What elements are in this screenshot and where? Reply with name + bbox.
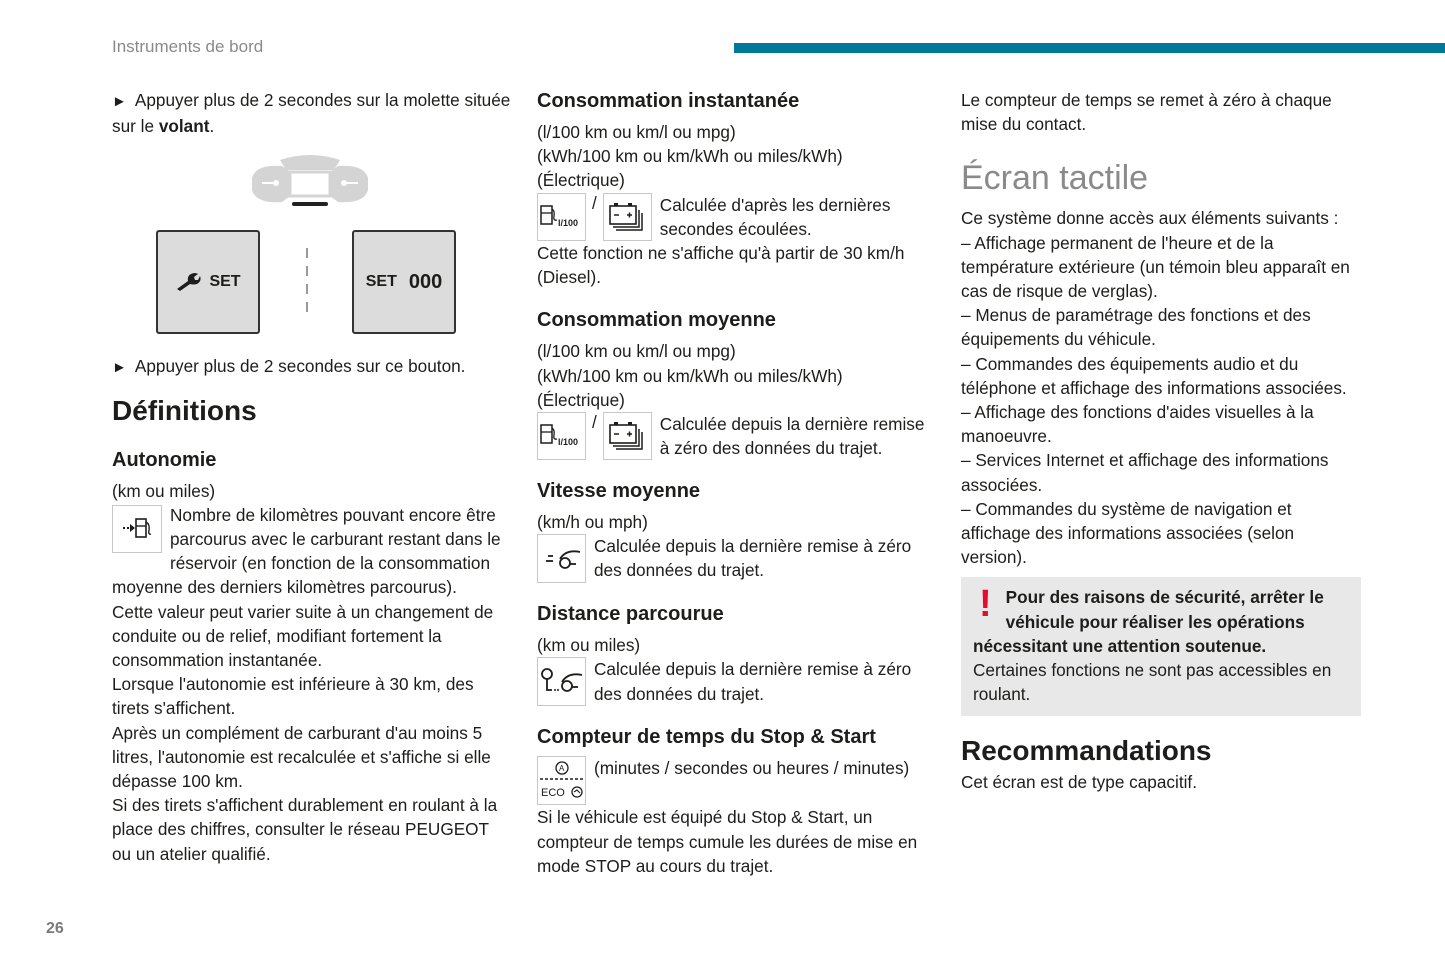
conso-inst-heading: Consommation instantanée: [537, 90, 800, 112]
header-accent-bar: [734, 43, 1445, 53]
set-panel-wrench: SET: [156, 230, 260, 334]
list-item: – Affichage permanent de l'heure et de la température extérieure (un témoin bleu apparaît en cas de risque de verglas).: [961, 232, 1350, 302]
section-conso-instantanee: Consommation instantanée (l/100 km ou km/l ou mpg) (kWh/100 km ou km/kWh ou miles/kWh) (Électrique) l/100 / Calculée d'après les dernières secondes écoulées. Cette fonction ne s'affiche qu'à partir de 30 km/h (Diesel).: [537, 88, 937, 289]
svg-text:l/100: l/100: [558, 217, 579, 228]
conso-moy-heading: Consommation moyenne: [537, 309, 776, 332]
column-1: ► Appuyer plus de 2 secondes sur la molette située sur le volant. SET SET 000 ► Appuyer plus de 2 secondes sur ce bouton. Définitions Autonomie (km ou miles) Nombre de kilomètres pouvant encore être parcourus avec le carburant restant dans le réservoir (en fonction de la consommation moyenne des derniers kilomètres parcourus). Cette valeur peut varier suite à un changement de conduite ou de relief, modifiant fortement la consommation instantanée. Lorsque l'autonomie est inférieure à 30 km, des tirets s'affichent. Après un complément de carburant d'au moins 5 litres, l'autonomie est recalculée et s'affiche si elle dépasse 100 km. Si des tirets s'affichent durablement en roulant à la place des chiffres, consulter le réseau PEUGEOT ou un atelier qualifié.: [112, 90, 511, 864]
autonomie-description: Nombre de kilomètres pouvant encore être parcourus avec le carburant restant dans le réservoir (en fonction de la consommation moyenne des derniers kilomètres parcourus).: [112, 504, 501, 598]
section-distance-parcourue: Distance parcourue (km ou miles) Calculée depuis la dernière remise à zéro des données du trajet.: [537, 601, 937, 706]
svg-text:A: A: [559, 764, 565, 774]
autonomie-unit: (km ou miles): [112, 480, 216, 501]
section-conso-moyenne: Consommation moyenne (l/100 km ou km/l ou mpg) (kWh/100 km ou km/kWh ou miles/kWh) (Électrique) l/100 / Calculée depuis la dernière remise à zéro des données du trajet.: [537, 307, 937, 460]
warning-exclamation-icon: !: [979, 583, 992, 626]
page-number: 26: [46, 920, 64, 937]
list-item: – Affichage des fonctions d'aides visuelles à la manoeuvre.: [961, 402, 1314, 447]
trip-distance-icon: [537, 657, 586, 706]
list-item: – Commandes du système de navigation et affichage des informations associées (selon version).: [961, 498, 1295, 568]
recommandations-text: Cet écran est de type capacitif.: [961, 772, 1197, 793]
safety-warning-box: ! Pour des raisons de sécurité, arrêter le véhicule pour réaliser les opérations nécessitant une attention soutenue. Certaines fonctions ne sont pas accessibles en roulant.: [961, 577, 1361, 716]
dashboard-illustration: [112, 152, 512, 342]
instrument-cluster-icon: [246, 152, 374, 212]
step-2: ► Appuyer plus de 2 secondes sur ce bouton.: [112, 354, 512, 380]
definitions-heading: Définitions: [112, 394, 257, 426]
svg-text:l/100: l/100: [558, 437, 579, 448]
recommandations-heading: Recommandations: [961, 735, 1212, 767]
svg-text:ECO: ECO: [541, 787, 565, 800]
autonomie-heading: Autonomie: [112, 448, 217, 471]
column-3: [961, 88, 1361, 795]
divider-dashed: [306, 248, 308, 316]
list-item: – Commandes des équipements audio et du téléphone et affichage des informations associées.: [961, 353, 1347, 398]
running-header: Instruments de bord: [112, 37, 264, 56]
bullet-triangle-icon: ►: [112, 93, 127, 110]
column-2: [537, 88, 937, 878]
list-item: – Menus de paramétrage des fonctions et des équipements du véhicule.: [961, 305, 1311, 350]
wrench-icon: [175, 272, 201, 292]
average-speed-icon: [537, 534, 586, 583]
fuel-consumption-icon: [537, 193, 586, 241]
fuel-consumption-icon: [537, 412, 586, 460]
vitesse-moy-heading: Vitesse moyenne: [537, 480, 701, 503]
intro-text: Ce système donne accès aux éléments suivants :: [961, 208, 1339, 229]
distance-heading: Distance parcourue: [537, 603, 724, 626]
battery-consumption-icon: [603, 193, 652, 241]
features-list: [961, 231, 1361, 570]
bullet-triangle-icon: ►: [112, 359, 127, 377]
reset-note: Le compteur de temps se remet à zéro à chaque mise du contact.: [961, 90, 1332, 135]
stop-start-heading: Compteur de temps du Stop & Start: [537, 726, 876, 749]
list-item: – Services Internet et affichage des informations associées.: [961, 450, 1329, 495]
battery-consumption-icon: [603, 412, 652, 460]
step-1: ► Appuyer plus de 2 secondes sur la molette située sur le volant.: [112, 90, 511, 137]
stop-start-eco-icon: [537, 756, 586, 805]
ecran-tactile-heading: Écran tactile: [961, 159, 1149, 198]
section-stop-start: Compteur de temps du Stop & Start A ECO (minutes / secondes ou heures / minutes) Si le véhicule est équipé du Stop & Start, un compteur de temps cumule les durées de mise en mode STOP au cours du trajet.: [537, 724, 937, 878]
set-panel-counter: SET 000: [352, 230, 456, 334]
range-fuel-icon: [112, 505, 162, 553]
section-vitesse-moyenne: Vitesse moyenne (km/h ou mph) Calculée depuis la dernière remise à zéro des données du trajet.: [537, 478, 937, 583]
